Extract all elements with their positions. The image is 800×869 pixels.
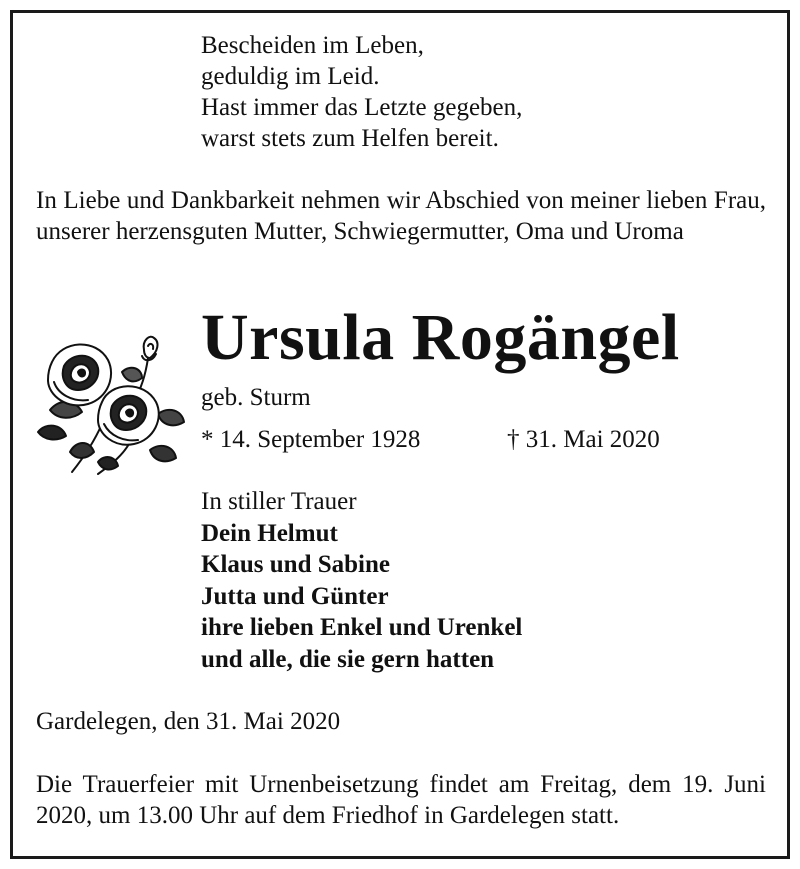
maiden-name: geb. Sturm: [201, 384, 311, 411]
death-date: † 31. Mai 2020: [507, 426, 660, 453]
mourning-intro: In stiller Trauer: [201, 488, 357, 515]
birth-date: * 14. September 1928: [201, 426, 421, 453]
roses-icon: [32, 332, 188, 482]
poem-line: Hast immer das Letzte gegeben,: [201, 94, 523, 121]
funeral-announcement: Die Trauerfeier mit Urnenbeisetzung findet am Freitag, dem 19. Juni 2020, um 13.00 Uhr auf dem Friedhof in Gardelegen statt.: [36, 771, 766, 829]
mourner-name: Jutta und Günter: [201, 582, 389, 610]
poem-line: Bescheiden im Leben,: [201, 32, 424, 59]
mourner-name: Klaus und Sabine: [201, 551, 390, 578]
place-and-date: Gardelegen, den 31. Mai 2020: [36, 708, 341, 735]
mourners-list: [201, 486, 522, 675]
poem-line: geduldig im Leid.: [201, 63, 380, 90]
poem-line: warst stets zum Helfen bereit.: [201, 125, 499, 152]
memorial-poem: [201, 30, 522, 154]
mourner-name: und alle, die sie gern hatten: [201, 645, 495, 673]
farewell-intro: In Liebe und Dankbarkeit nehmen wir Abschied von meiner lieben Frau, unserer herzensguten Mutter, Schwiegermutter, Oma und Uroma: [36, 187, 766, 245]
mourner-name: ihre lieben Enkel und Urenkel: [201, 614, 523, 641]
deceased-name: Ursula Rogängel: [201, 301, 680, 374]
mourner-name: Dein Helmut: [201, 519, 338, 547]
